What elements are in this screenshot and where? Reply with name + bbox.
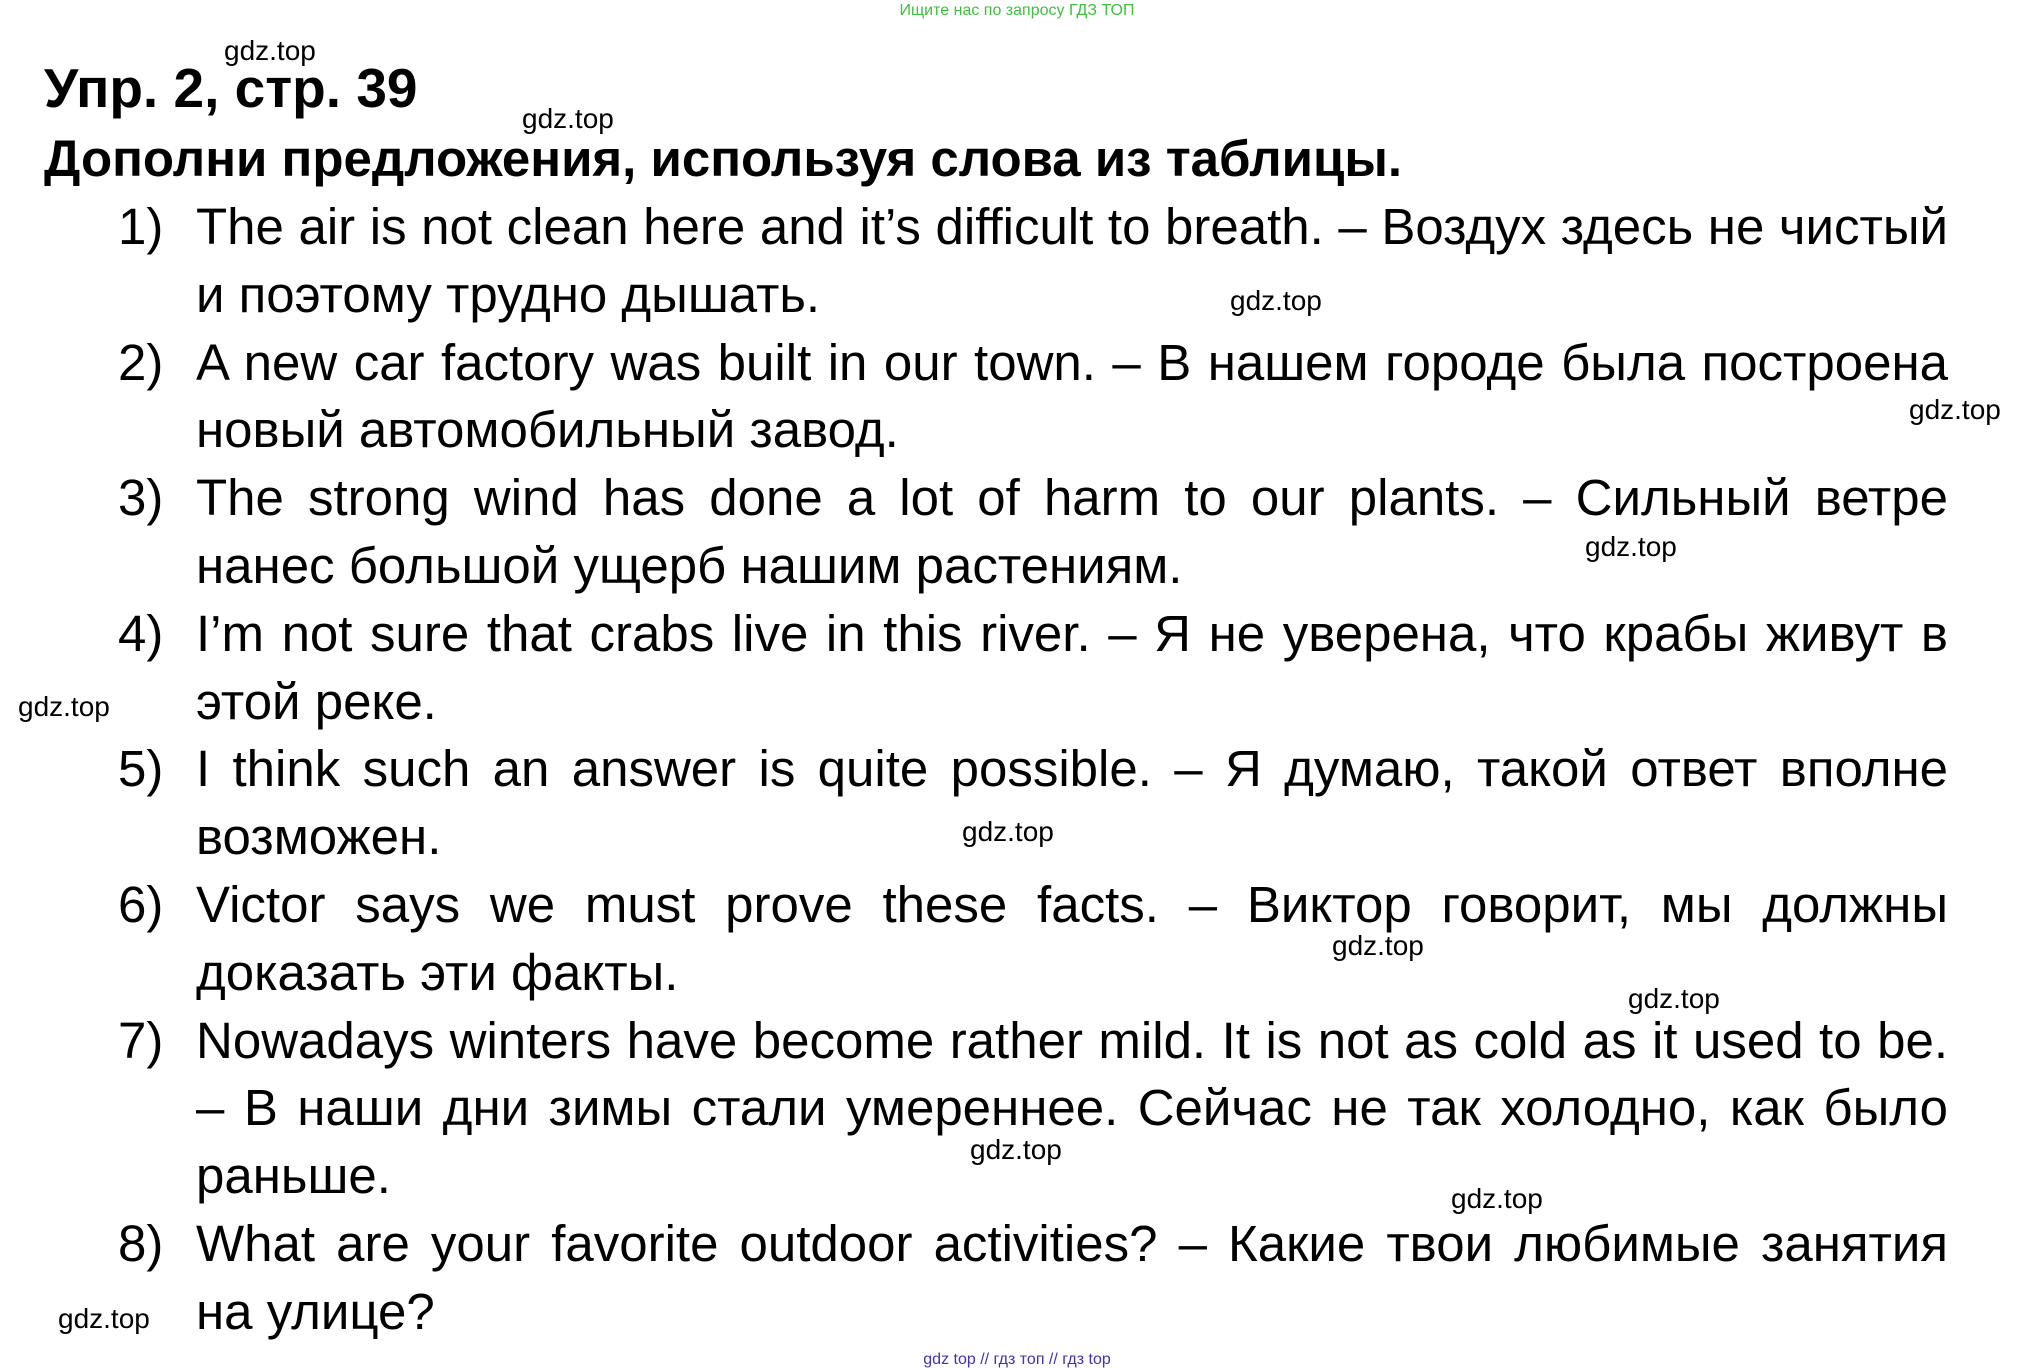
watermark: gdz.top <box>1332 930 1424 961</box>
watermark: gdz.top <box>18 691 110 722</box>
top-banner: Ищите нас по запросу ГДЗ ТОП <box>899 2 1135 19</box>
item-number: 3) <box>118 469 164 527</box>
item-number: 6) <box>118 875 164 933</box>
exercise-instruction: Дополни предложения, используя слова из таблицы. <box>44 130 1403 187</box>
watermark: gdz.top <box>1628 983 1720 1014</box>
watermark: gdz.top <box>1230 285 1322 316</box>
item-text: I think such an answer is quite possible. – Я думаю, такой ответ вполне возможен. <box>196 740 1948 866</box>
footer-watermark: gdz top // гдз топ // гдз top <box>923 1351 1111 1368</box>
exercise-title: Упр. 2, стр. 39 <box>44 57 418 119</box>
watermark: gdz.top <box>970 1134 1062 1165</box>
item-text: What are your favorite outdoor activities? – Какие твои любимые занятия на улице? <box>196 1214 1948 1340</box>
item-text: A new car factory was built in our town. – В нашем городе была построена новый автомобильный завод. <box>196 333 1948 459</box>
list-item <box>118 735 1948 871</box>
watermark: gdz.top <box>1451 1183 1543 1214</box>
item-number: 8) <box>118 1214 164 1272</box>
list-item <box>118 1007 1948 1210</box>
item-number: 7) <box>118 1011 164 1069</box>
item-text: I’m not sure that crabs live in this river. – Я не уверена, что крабы живут в этой реке. <box>196 604 1948 730</box>
watermark: gdz.top <box>522 103 614 134</box>
list-item <box>118 600 1948 736</box>
exercise-list <box>118 193 1948 1346</box>
item-text: The strong wind has done a lot of harm to our plants. – Сильный ветре нанес большой ущерб нашим растениям. <box>196 469 1948 594</box>
watermark: gdz.top <box>1909 394 2001 425</box>
watermark: gdz.top <box>962 816 1054 847</box>
item-text: The air is not clean here and it’s difficult to breath. – Воздух здесь не чистый и поэтому трудно дышать. <box>196 198 1948 323</box>
watermark: gdz.top <box>224 35 316 66</box>
list-item <box>118 1210 1948 1346</box>
item-number: 1) <box>118 198 164 255</box>
item-text: Victor says we must prove these facts. – Виктор говорит, мы должны доказать эти факты. <box>196 875 1948 1001</box>
list-item <box>118 329 1948 465</box>
watermark: gdz.top <box>1585 531 1677 562</box>
list-item <box>118 193 1948 329</box>
item-text: Nowadays winters have become rather mild. It is not as cold as it used to be. – В наши дни зимы стали умереннее. Сейчас не так холодно, как было раньше. <box>196 1011 1948 1205</box>
watermark: gdz.top <box>58 1303 150 1334</box>
item-number: 5) <box>118 740 164 798</box>
item-number: 2) <box>118 333 164 391</box>
item-number: 4) <box>118 604 164 662</box>
